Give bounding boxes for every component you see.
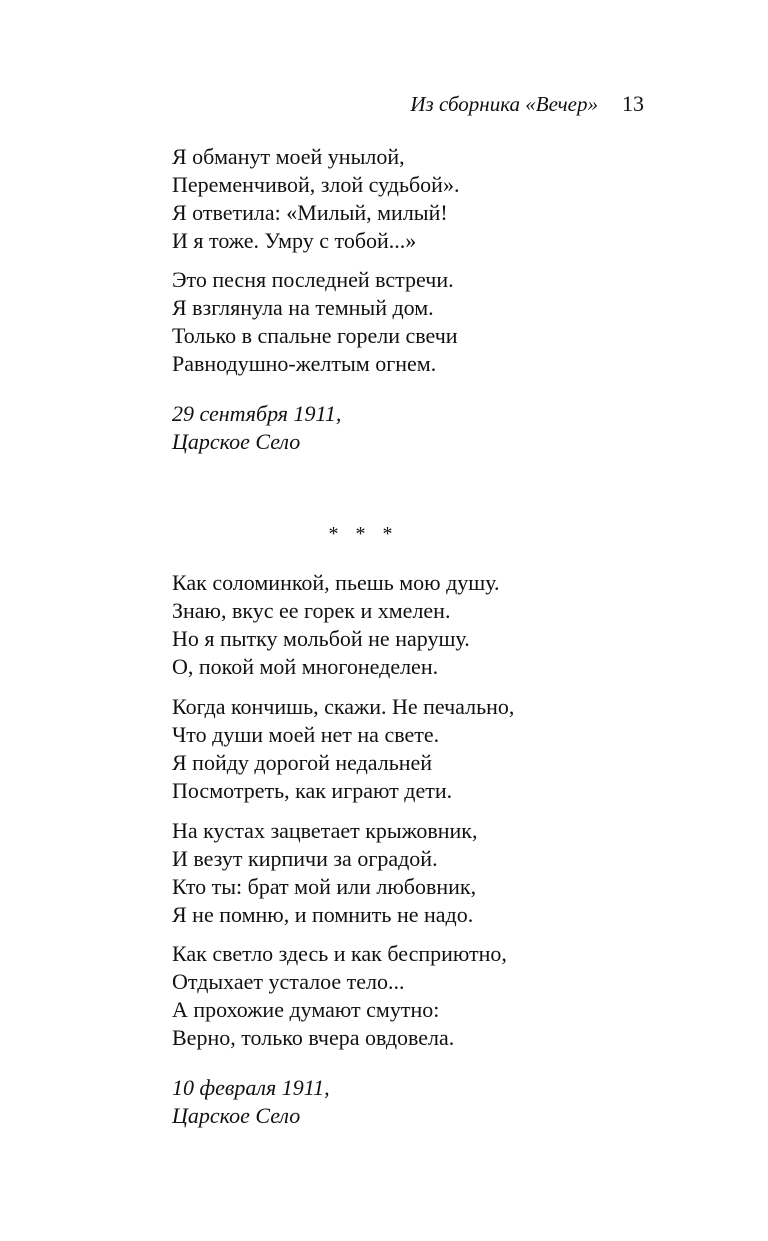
verse-line: Но я пытку мольбой не нарушу. xyxy=(172,626,470,651)
poem1-dateline xyxy=(172,400,341,456)
poem1-stanza-a xyxy=(172,143,459,255)
poem2-dateline xyxy=(172,1074,330,1130)
verse-line: Как соломинкой, пьешь мою душу. xyxy=(172,570,500,595)
verse-line: О, покой мой многонеделен. xyxy=(172,654,439,679)
verse-line: Отдыхает усталое тело... xyxy=(172,969,405,994)
poem2-stanza-1 xyxy=(172,569,500,681)
verse-line: Равнодушно-желтым огнем. xyxy=(172,351,437,376)
poem-date: 10 февраля 1911, xyxy=(172,1075,330,1100)
poem2-stanza-3 xyxy=(172,817,477,929)
verse-line: И везут кирпичи за оградой. xyxy=(172,846,438,871)
verse-line: Верно, только вчера овдовела. xyxy=(172,1025,455,1050)
verse-line: И я тоже. Умру с тобой...» xyxy=(172,228,417,253)
verse-line: Я взглянула на темный дом. xyxy=(172,295,434,320)
poem1-stanza-b xyxy=(172,266,458,378)
verse-line: Что души моей нет на свете. xyxy=(172,722,440,747)
verse-line: Посмотреть, как играют дети. xyxy=(172,778,453,803)
page-number: 13 xyxy=(622,91,644,116)
page-header xyxy=(410,91,644,117)
verse-line: Я не помню, и помнить не надо. xyxy=(172,902,474,927)
verse-line: Это песня последней встречи. xyxy=(172,267,454,292)
poem-place: Царское Село xyxy=(172,429,301,454)
verse-line: Только в спальне горели свечи xyxy=(172,323,458,348)
verse-line: Переменчивой, злой судьбой». xyxy=(172,172,460,197)
verse-line: Кто ты: брат мой или любовник, xyxy=(172,874,477,899)
verse-line: Я ответила: «Милый, милый! xyxy=(172,200,448,225)
verse-line: Я обманут моей унылой, xyxy=(172,144,405,169)
poem-place: Царское Село xyxy=(172,1103,301,1128)
poem-date: 29 сентября 1911, xyxy=(172,401,342,426)
verse-line: На кустах зацветает крыжовник, xyxy=(172,818,478,843)
verse-line: Как светло здесь и как бесприютно, xyxy=(172,941,507,966)
poem2-stanza-2 xyxy=(172,693,514,805)
running-title: Из сборника «Вечер» xyxy=(410,92,598,116)
verse-line: Знаю, вкус ее горек и хмелен. xyxy=(172,598,451,623)
verse-line: Когда кончишь, скажи. Не печально, xyxy=(172,694,515,719)
asterism-separator: * * * xyxy=(328,523,399,545)
poem2-stanza-4 xyxy=(172,940,507,1052)
verse-line: Я пойду дорогой недальней xyxy=(172,750,433,775)
verse-line: А прохожие думают смутно: xyxy=(172,997,440,1022)
